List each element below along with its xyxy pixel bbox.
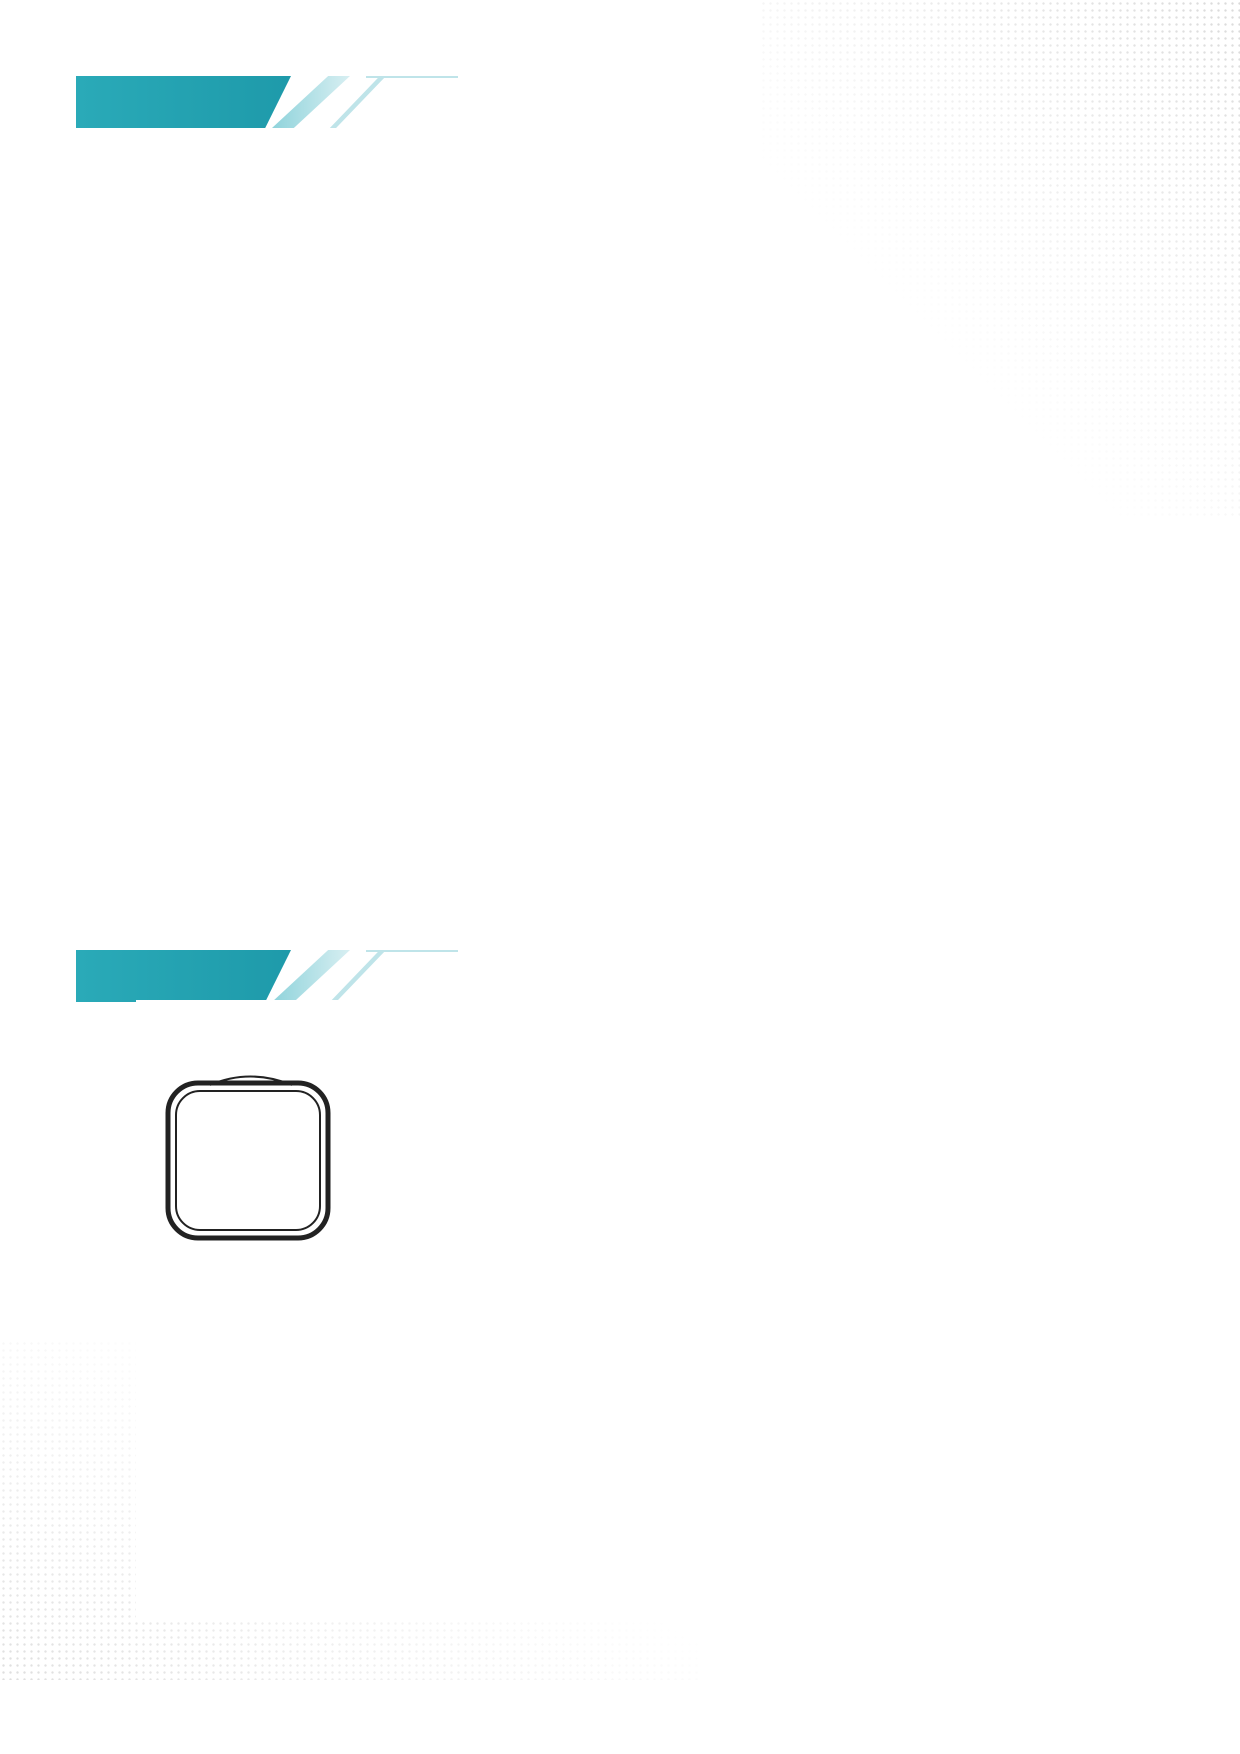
heading-line <box>366 76 458 78</box>
background-dot-pattern-top <box>760 0 1240 520</box>
spec-section-heading <box>76 58 456 138</box>
dimension-diagram <box>0 960 1240 1680</box>
heading-line <box>366 950 458 952</box>
diagram-panel <box>136 1000 1080 1618</box>
heading-band <box>76 76 291 128</box>
